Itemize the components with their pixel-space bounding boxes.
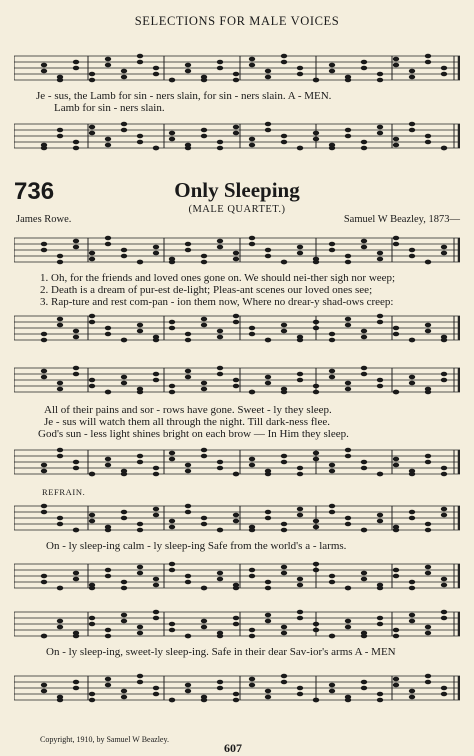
- lyric-line: Lamb for sin - ners slain.: [54, 102, 165, 114]
- composer: Samuel W Beazley, 1873—: [343, 214, 460, 225]
- music-staff-top-treble: [14, 50, 460, 86]
- music-staff-system3-bass: [14, 558, 460, 594]
- music-staff-system2-treble: [14, 362, 460, 398]
- verse-1-cont-line: All of their pains and sor - rows have gone. Sweet - ly they sleep.: [44, 404, 332, 416]
- refrain-lyric-line2: On - ly sleep-ing, sweet-ly sleep-ing. Safe in their dear Sav-ior's arms A - MEN: [46, 646, 396, 658]
- refrain-lyric-line1: On - ly sleep-ing calm - ly sleep-ing Safe from the world's a - larms.: [46, 540, 347, 552]
- hymn-subtitle: (MALE QUARTET.): [188, 204, 286, 215]
- lyric-line: Je - sus, the Lamb for sin - ners slain, for sin - ners slain. A - MEN.: [36, 90, 332, 102]
- verse-3-line: 3. Rap-ture and rest com-pan - ion them now, Where no drear-y shad-ows creep:: [40, 296, 394, 308]
- hymn-title: Only Sleeping: [174, 178, 300, 202]
- music-staff-system1-bass: [14, 310, 460, 346]
- refrain-label: REFRAIN.: [42, 487, 86, 497]
- music-staff-system1-treble: [14, 232, 460, 268]
- music-staff-top-bass: [14, 118, 460, 154]
- verse-2-cont-line: Je - sus will watch them all through the night. Till dark-ness flee.: [44, 416, 330, 428]
- music-staff-system2-bass: [14, 444, 460, 480]
- verse-3-cont-line: God's sun - less light shines bright on each brow — In Him they sleep.: [38, 428, 349, 440]
- page-number: 607: [224, 741, 242, 755]
- lyricist: James Rowe.: [16, 214, 72, 225]
- page-header: SELECTIONS FOR MALE VOICES: [134, 14, 340, 28]
- music-staff-system4-bass: [14, 670, 460, 706]
- hymn-number: 736: [14, 178, 55, 205]
- verse-1-line: 1. Oh, for the friends and loved ones gone on. We should nei-ther sigh nor weep;: [40, 272, 396, 284]
- verse-2-line: 2. Death is a dream of pur-est de-light; Pleas-ant scenes our loved ones see;: [40, 284, 373, 296]
- music-staff-system4-treble: [14, 606, 460, 642]
- copyright-notice: Copyright, 1910, by Samuel W Beazley.: [40, 735, 169, 744]
- music-staff-system3-treble: [14, 500, 460, 536]
